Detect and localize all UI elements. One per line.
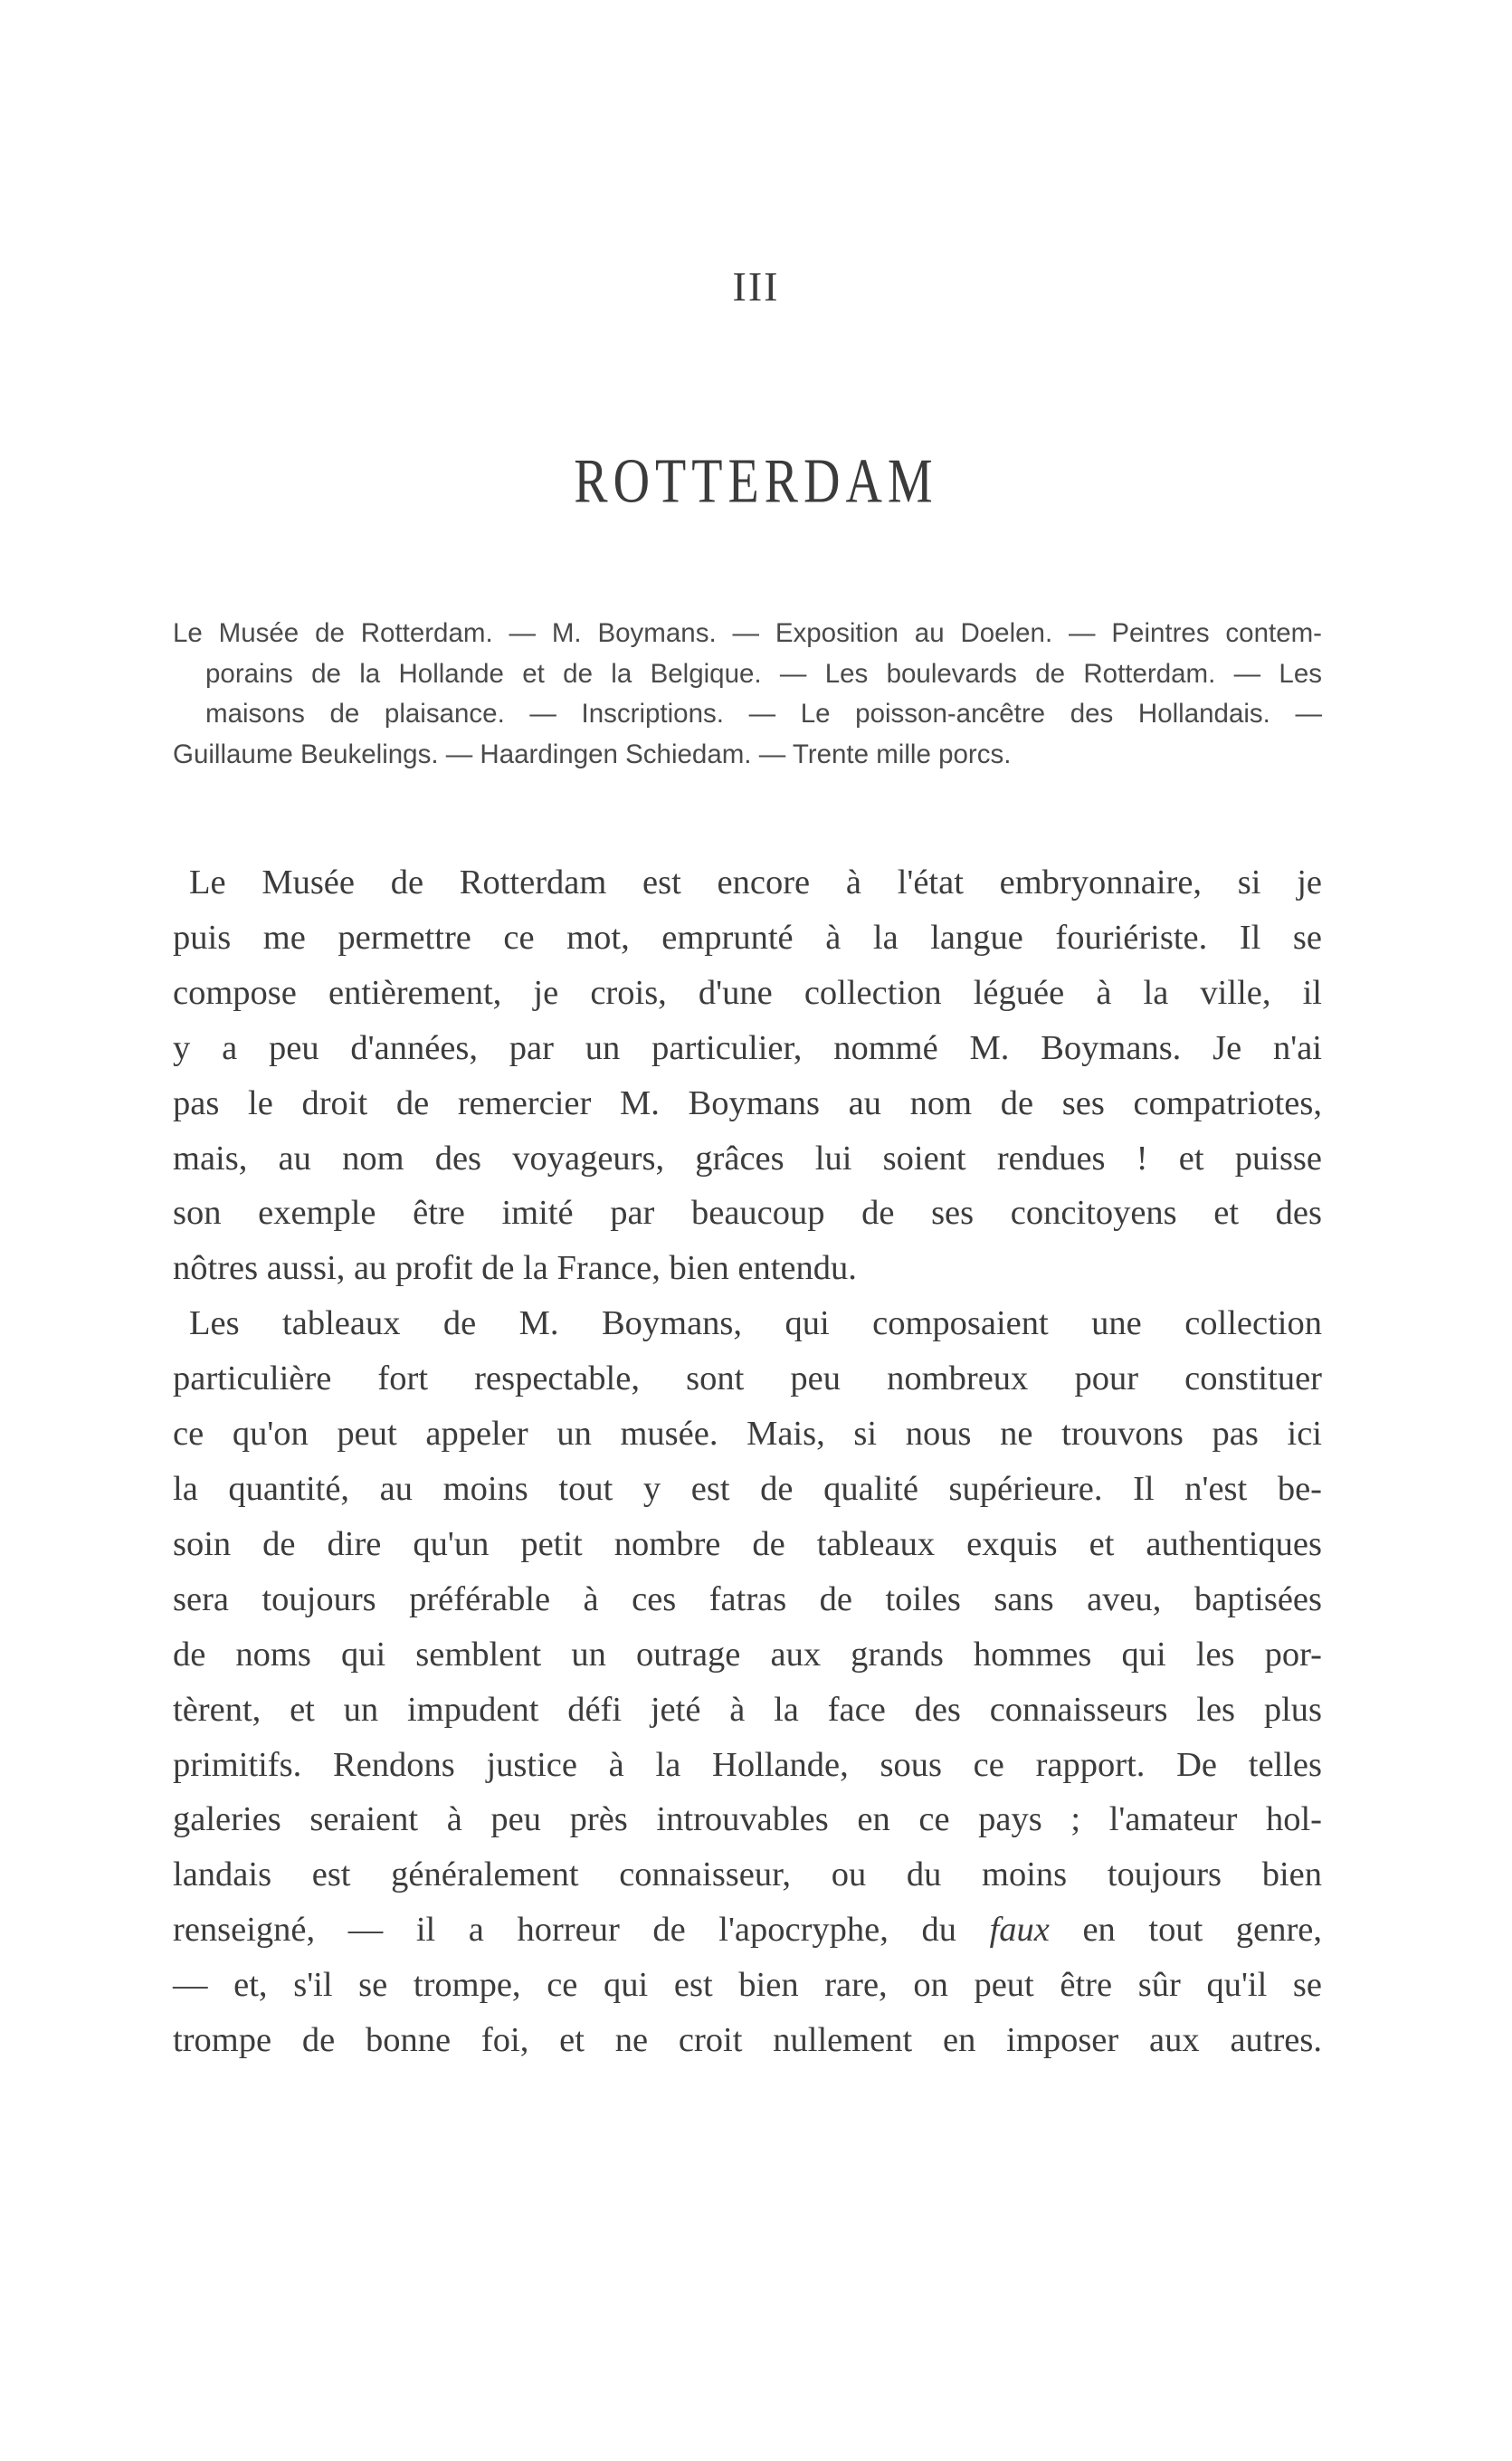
body-line: puis me permettre ce mot, emprunté à la langue fouriériste. Il se — [173, 918, 1322, 957]
body-line: mais, au nom des voyageurs, grâces lui soient rendues ! et puisse — [173, 1139, 1322, 1178]
chapter-title: ROTTERDAM — [574, 446, 938, 517]
body-line: pas le droit de remercier M. Boymans au nom de ses compatriotes, — [173, 1083, 1322, 1122]
body-line: la quantité, au moins tout y est de qualité supérieure. Il n'est be- — [173, 1469, 1322, 1508]
body-line-segment: renseigné, — il a horreur de l'apocryphe, du — [173, 1911, 956, 1950]
body-line: galeries seraient à peu près introuvables en ce pays ; l'amateur hol- — [173, 1800, 1322, 1839]
body-line: Le Musée de Rotterdam est encore à l'état embryonnaire, si je — [189, 863, 1322, 901]
body-line: compose entièrement, je crois, d'une collection léguée à la ville, il — [173, 973, 1322, 1012]
summary-line: porains de la Hollande et de la Belgique. — Les boulevards de Rotterdam. — Les — [205, 658, 1322, 689]
body-line: y a peu d'années, par un particulier, nommé M. Boymans. Je n'ai — [173, 1028, 1322, 1067]
body-line: Les tableaux de M. Boymans, qui composaient une collection — [189, 1304, 1322, 1343]
body-line-segment: en tout genre, — [1082, 1911, 1323, 1950]
summary-line: Guillaume Beukelings. — Haardingen Schiedam. — Trente mille porcs. — [173, 739, 1012, 770]
chapter-number: III — [732, 263, 780, 310]
emphasis-faux: faux — [989, 1911, 1050, 1950]
body-line: tèrent, et un impudent défi jeté à la face des connaisseurs les plus — [173, 1690, 1322, 1729]
body-text — [173, 855, 1322, 2068]
chapter-summary — [173, 614, 1322, 776]
body-line: de noms qui semblent un outrage aux grands hommes qui les por- — [173, 1635, 1322, 1674]
body-line — [173, 1903, 1322, 1958]
body-line: particulière fort respectable, sont peu nombreux pour constituer — [173, 1359, 1322, 1398]
body-line: landais est généralement connaisseur, ou du moins toujours bien — [173, 1855, 1322, 1894]
body-line: sera toujours préférable à ces fatras de toiles sans aveu, baptisées — [173, 1579, 1322, 1618]
body-line: — et, s'il se trompe, ce qui est bien rare, on peut être sûr qu'il se — [173, 1966, 1322, 2005]
body-line: ce qu'on peut appeler un musée. Mais, si nous ne trouvons pas ici — [173, 1415, 1322, 1454]
body-line: nôtres aussi, au profit de la France, bien entendu. — [173, 1249, 857, 1288]
body-line: soin de dire qu'un petit nombre de tableaux exquis et authentiques — [173, 1524, 1322, 1563]
body-line: son exemple être imité par beaucoup de ses concitoyens et des — [173, 1194, 1322, 1233]
summary-line: maisons de plaisance. — Inscriptions. — Le poisson-ancêtre des Hollandais. — — [205, 699, 1322, 730]
body-line: primitifs. Rendons justice à la Hollande, sous ce rapport. De telles — [173, 1745, 1322, 1784]
summary-line: Le Musée de Rotterdam. — M. Boymans. — Exposition au Doelen. — Peintres contem- — [173, 618, 1322, 648]
body-line: trompe de bonne foi, et ne croit nullement en imposer aux autres. — [173, 2021, 1322, 2060]
